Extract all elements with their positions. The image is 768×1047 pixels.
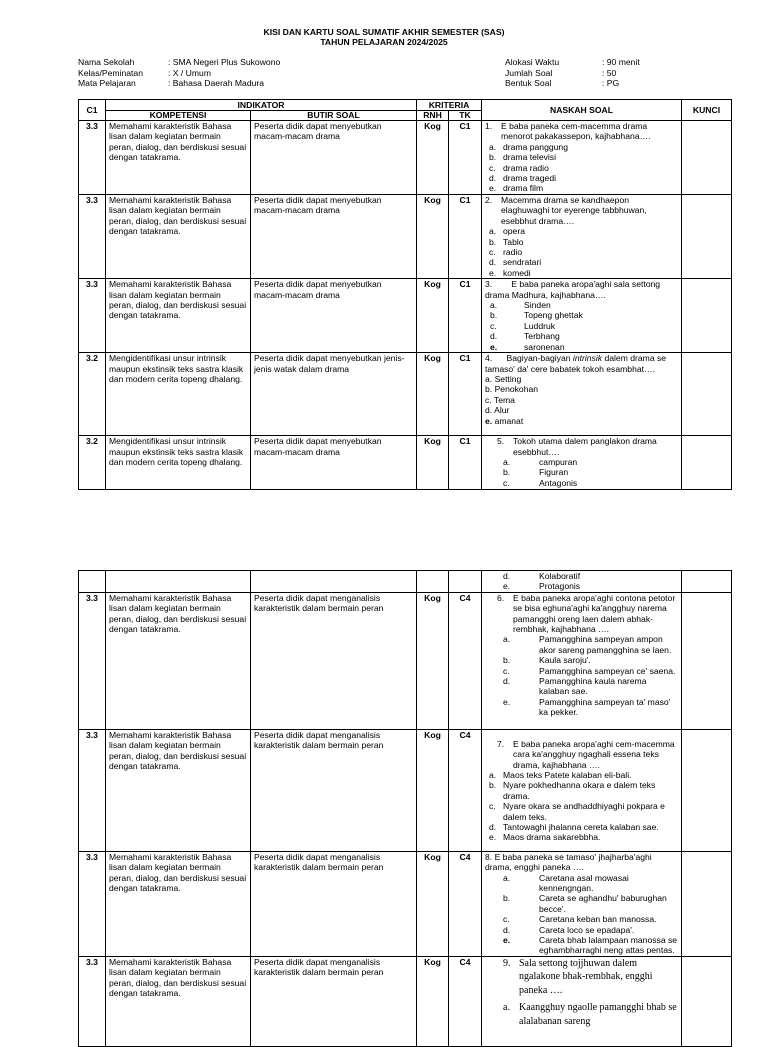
row-c1: 3.3 bbox=[79, 956, 106, 1046]
question-stem: 9. Sala settong tojjhuwan dalem ngalakone bhak-rembhak, engghi paneka …. bbox=[503, 957, 653, 996]
question-stem: 2. Macemma drama se kandhaepon elaghuwaghi tor eyerenge tabbhuwan, esebbhut drama…. bbox=[485, 195, 647, 226]
row-tk: C1 bbox=[449, 436, 482, 490]
row-c1: 3.3 bbox=[79, 279, 106, 353]
row-butir-soal: Peserta didik dapat menganalisis karakteristik dalam bermain peran bbox=[251, 851, 417, 956]
answer-option: b. Nyare pokhedhanna okara e dalem teks drama. bbox=[489, 780, 656, 801]
row-naskah-soal bbox=[482, 353, 682, 436]
row-naskah-soal bbox=[482, 121, 682, 195]
table-row bbox=[79, 436, 732, 490]
answer-option: b. Tablo bbox=[489, 236, 524, 247]
answer-option: a. campuran bbox=[503, 456, 578, 467]
row-kunci bbox=[682, 729, 732, 851]
title-line-2: TAHUN PELAJARAN 2024/2025 bbox=[320, 37, 448, 47]
row-kunci bbox=[682, 279, 732, 353]
answer-option: a. opera bbox=[489, 226, 525, 237]
question-grid-table-continued bbox=[78, 570, 732, 1047]
meta-left bbox=[78, 57, 280, 89]
row-rnh: Kog bbox=[417, 851, 449, 956]
answer-option: e. Protagonis bbox=[503, 581, 581, 592]
meta-class: Kelas/Peminatan : X / Umum bbox=[78, 67, 211, 78]
row-kompetensi: Mengidentifikasi unsur intrinsik maupun ekstinsik teks sastra klasik dan modern cerita topeng dhalang. bbox=[106, 436, 251, 490]
header-rnh: RNH bbox=[417, 111, 449, 121]
table-row bbox=[79, 592, 732, 729]
row-tk: C4 bbox=[449, 956, 482, 1046]
row-c1: 3.2 bbox=[79, 353, 106, 436]
answer-option: a. Caretana asal mowasai kennengngan. bbox=[503, 872, 629, 894]
row-butir-soal: Peserta didik dapat menyebutkan macam-macam drama bbox=[251, 279, 417, 353]
meta-subject: Mata Pelajaran : Bahasa Daerah Madura bbox=[78, 78, 265, 88]
row-c1: 3.3 bbox=[79, 121, 106, 195]
question-grid-table bbox=[78, 99, 732, 490]
meta-school: Nama Sekolah : SMA Negeri Plus Sukowono bbox=[78, 57, 281, 67]
row-c1: 3.3 bbox=[79, 195, 106, 279]
answer-option: b. Figuran bbox=[503, 467, 569, 478]
row-kompetensi: Mengidentifikasi unsur intrinsik maupun ekstinsik teks sastra klasik dan modern cerita topeng dhalang. bbox=[106, 353, 251, 436]
row-kunci bbox=[682, 121, 732, 195]
table-row bbox=[79, 279, 732, 353]
table-row bbox=[79, 195, 732, 279]
header-naskah-soal: NASKAH SOAL bbox=[482, 100, 682, 121]
answer-option: d. Pamangghina kaula narema kalaban sae. bbox=[503, 676, 647, 697]
table-row bbox=[79, 956, 732, 1046]
row-c1: 3.3 bbox=[79, 729, 106, 851]
answer-option: a. Sinden bbox=[490, 300, 551, 311]
meta-right bbox=[505, 57, 640, 89]
row-tk: C4 bbox=[449, 729, 482, 851]
row-kompetensi: Memahami karakteristik Bahasa lisan dalam kegiatan bermain peran, dialog, dan berdiskusi sesuai dengan tatakrama. bbox=[106, 592, 251, 729]
answer-option: a. drama panggung bbox=[489, 141, 568, 152]
answer-option: e. komedi bbox=[489, 267, 531, 278]
answer-option: e. Pamangghina sampeyan ta' maso' ka pekker. bbox=[503, 696, 671, 718]
row-tk: C1 bbox=[449, 195, 482, 279]
row-rnh: Kog bbox=[417, 592, 449, 729]
row-butir-soal: Peserta didik dapat menganalisis karakteristik dalam bermain peran bbox=[251, 729, 417, 851]
row-tk: C1 bbox=[449, 279, 482, 353]
row-rnh: Kog bbox=[417, 195, 449, 279]
row-naskah-soal bbox=[482, 592, 682, 729]
answer-option: c. drama radio bbox=[489, 162, 549, 173]
header-butir-soal: BUTIR SOAL bbox=[251, 111, 417, 121]
row-kunci bbox=[682, 353, 732, 436]
answer-option: c. Caretana keban ban manossa. bbox=[503, 914, 657, 925]
answer-option: d. drama tragedi bbox=[489, 173, 557, 184]
row-rnh: Kog bbox=[417, 279, 449, 353]
answer-option: a. Maos teks Patete kalaban eli-bali. bbox=[489, 770, 632, 781]
answer-option: e. Careta bhab lalampaan manossa se eghambharraghi neng attas pentas. bbox=[503, 935, 678, 956]
table-row bbox=[79, 729, 732, 851]
row-kunci bbox=[682, 956, 732, 1046]
row-kunci bbox=[682, 592, 732, 729]
document-title bbox=[0, 27, 768, 47]
row-rnh: Kog bbox=[417, 436, 449, 490]
answer-option: b. Penokohan bbox=[485, 384, 539, 395]
row-tk: C4 bbox=[449, 592, 482, 729]
row-rnh: Kog bbox=[417, 729, 449, 851]
row-kunci bbox=[682, 436, 732, 490]
meta-time: Alokasi Waktu : 90 menit bbox=[505, 57, 640, 67]
answer-option: b. drama televisi bbox=[489, 152, 557, 163]
header-indikator: INDIKATOR bbox=[106, 100, 417, 111]
row-naskah-soal bbox=[482, 729, 682, 851]
question-stem: 1. E baba paneka cem-macemma drama menorot pakakassepon, kajhabhana…. bbox=[485, 121, 651, 142]
meta-count: Jumlah Soal : 50 bbox=[505, 67, 617, 78]
header-kompetensi: KOMPETENSI bbox=[106, 111, 251, 121]
row-butir-soal: Peserta didik dapat menganalisis karakteristik dalam bermain peran bbox=[251, 592, 417, 729]
row-naskah-soal bbox=[482, 195, 682, 279]
header-kriteria: KRITERIA bbox=[417, 100, 482, 111]
answer-option: e. saronenan bbox=[490, 341, 565, 352]
answer-option: c. Nyare okara se andhaddhiyaghi pokpara e dalem teks. bbox=[489, 801, 665, 822]
row-rnh: Kog bbox=[417, 353, 449, 436]
question-stem: 5. Tokoh utama dalem panglakon drama esebbhut…. bbox=[497, 436, 657, 457]
row-kompetensi: Memahami karakteristik Bahasa lisan dalam kegiatan bermain peran, dialog, dan berdiskusi sesuai dengan tatakrama. bbox=[106, 956, 251, 1046]
row-naskah-soal bbox=[482, 279, 682, 353]
row-kompetensi: Memahami karakteristik Bahasa lisan dalam kegiatan bermain peran, dialog, dan berdiskusi sesuai dengan tatakrama. bbox=[106, 121, 251, 195]
answer-option: a. Kaangghuy ngaolle pamangghi bhab se alalabanan sareng bbox=[503, 1002, 677, 1027]
row-naskah-soal bbox=[482, 851, 682, 956]
question-stem: 3. E baba paneka aropa'aghi sala settong drama Madhura, kajhabhana…. bbox=[485, 279, 661, 300]
row-butir-soal: Peserta didik dapat menyebutkan macam-macam drama bbox=[251, 121, 417, 195]
row-kunci bbox=[682, 851, 732, 956]
row-rnh: Kog bbox=[417, 121, 449, 195]
row-naskah-soal bbox=[482, 436, 682, 490]
row-kompetensi: Memahami karakteristik Bahasa lisan dalam kegiatan bermain peran, dialog, dan berdiskusi sesuai dengan tatakrama. bbox=[106, 195, 251, 279]
header-c1: C1 bbox=[79, 100, 106, 121]
row-kunci bbox=[682, 195, 732, 279]
row-butir-soal: Peserta didik dapat menganalisis karakteristik dalam bermain peran bbox=[251, 956, 417, 1046]
row-butir-soal: Peserta didik dapat menyebutkan jenis-jenis watak dalam drama bbox=[251, 353, 417, 436]
answer-option: d. Alur bbox=[485, 405, 510, 416]
row-tk: C4 bbox=[449, 851, 482, 956]
answer-option: b. Careta se aghandhu' baburughan becce'. bbox=[503, 893, 667, 914]
question-stem: 7. E baba paneka aropa'aghi cem-macemma cara ka'angghuy ngaghali essena teks drama, kajhabhana …. bbox=[497, 738, 675, 770]
table-row bbox=[79, 121, 732, 195]
answer-option: e. drama film bbox=[489, 183, 544, 194]
answer-option: c. Luddruk bbox=[490, 320, 556, 331]
table-row bbox=[79, 571, 732, 593]
header-kunci: KUNCI bbox=[682, 100, 732, 121]
answer-option: b. Topeng ghettak bbox=[490, 310, 583, 321]
answer-option: b. Kaula saroju'. bbox=[503, 655, 591, 666]
meta-form: Bentuk Soal : PG bbox=[505, 78, 620, 88]
question-stem: 8. E baba paneka se tamaso' jhajharba'aghi drama, engghi paneka …. bbox=[485, 851, 652, 873]
answer-option: a. Pamangghina sampeyan ampon akor sareng pamangghina se laen. bbox=[503, 634, 672, 655]
title-line-1: KISI DAN KARTU SOAL SUMATIF AKHIR SEMESTER (SAS) bbox=[263, 27, 505, 37]
answer-option: e. Maos drama sakarebbha. bbox=[489, 832, 601, 843]
row-c1: 3.3 bbox=[79, 592, 106, 729]
answer-option: c. Tema bbox=[485, 394, 515, 405]
question-stem: 4. Bagiyan-bagiyan intrinsik dalem drama se tamaso' da' cere babatek tokoh esambhat…. bbox=[485, 353, 667, 374]
answer-option: d. Tantowaghi jhalanna cereta kalaban sae. bbox=[489, 822, 659, 833]
row-kompetensi: Memahami karakteristik Bahasa lisan dalam kegiatan bermain peran, dialog, dan berdiskusi sesuai dengan tatakrama. bbox=[106, 279, 251, 353]
table-row bbox=[79, 851, 732, 956]
answer-option: d. sendratari bbox=[489, 257, 542, 268]
answer-option: d. Terbhang bbox=[490, 331, 560, 342]
answer-option: e. amanat bbox=[485, 415, 524, 426]
row-naskah-soal bbox=[482, 571, 682, 593]
answer-option: c. Pamangghina sampeyan ce' saena. bbox=[503, 665, 676, 676]
row-rnh: Kog bbox=[417, 956, 449, 1046]
answer-option: d. Careta loco se epadapa'. bbox=[503, 924, 635, 935]
question-stem: 6. E baba paneka aropa'aghi contona petotor se bisa eghuna'aghi ka'angghuy narema pamangghi oreng laen dalem abhak-rembhak, kajhabhana …. bbox=[497, 592, 676, 635]
row-butir-soal: Peserta didik dapat menyebutkan macam-macam drama bbox=[251, 195, 417, 279]
table-row bbox=[79, 353, 732, 436]
row-c1: 3.3 bbox=[79, 851, 106, 956]
row-c1: 3.2 bbox=[79, 436, 106, 490]
row-kompetensi: Memahami karakteristik Bahasa lisan dalam kegiatan bermain peran, dialog, dan berdiskusi sesuai dengan tatakrama. bbox=[106, 729, 251, 851]
answer-option: c. Antagonis bbox=[503, 477, 578, 488]
answer-option: d. Kolaboratif bbox=[503, 571, 581, 581]
row-kompetensi: Memahami karakteristik Bahasa lisan dalam kegiatan bermain peran, dialog, dan berdiskusi sesuai dengan tatakrama. bbox=[106, 851, 251, 956]
row-butir-soal: Peserta didik dapat menyebutkan macam-macam drama bbox=[251, 436, 417, 490]
row-tk: C1 bbox=[449, 353, 482, 436]
row-tk: C1 bbox=[449, 121, 482, 195]
row-naskah-soal bbox=[482, 956, 682, 1046]
header-tk: TK bbox=[449, 111, 482, 121]
answer-option: a. Setting bbox=[485, 373, 522, 384]
answer-option: c. radio bbox=[489, 247, 523, 258]
